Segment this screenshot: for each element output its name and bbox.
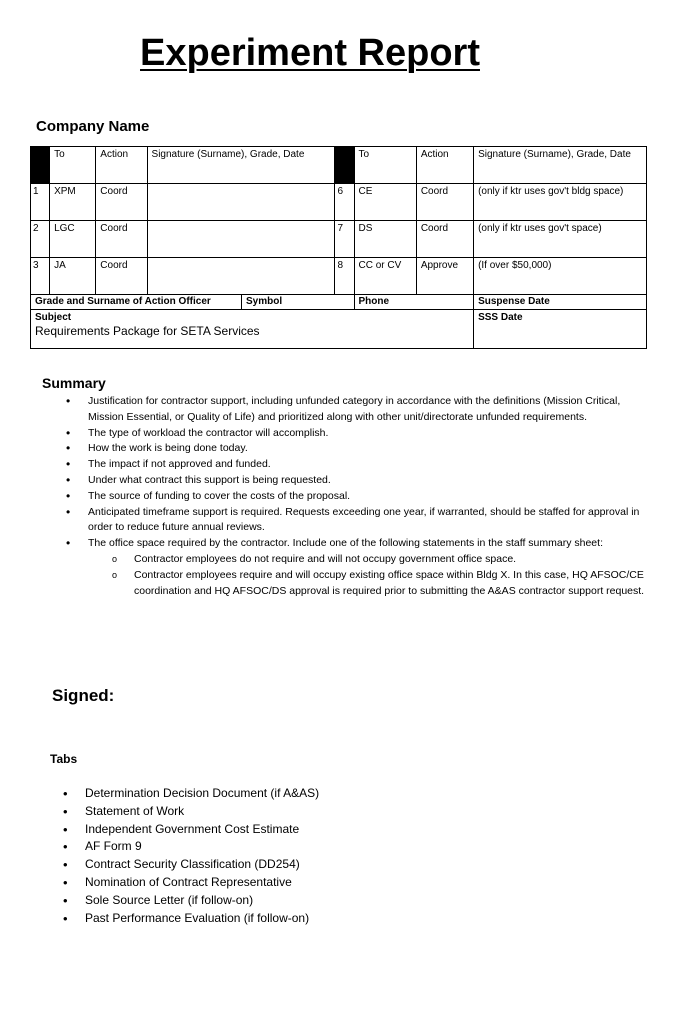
row-number: 6	[335, 184, 354, 221]
staff-summary-table	[30, 146, 647, 349]
list-item: o Contractor employees require and will occupy existing office space within Bldg X. In this case, HQ AFSOC/CE coordination and HQ AFSOC/DS approval is required prior to submitting the A&AS contractor support request.	[134, 568, 648, 600]
list-item-text: The office space required by the contractor. Include one of the following statements in the staff summary sheet:	[88, 537, 603, 550]
row-action: Coord	[96, 258, 147, 295]
summary-heading: Summary	[42, 375, 106, 391]
sss-date-label: SSS Date	[474, 310, 647, 349]
header-signature: Signature (Surname), Grade, Date	[474, 147, 647, 184]
list-item: • How the work is being done today.	[88, 441, 648, 457]
row-signature[interactable]: (only if ktr uses gov't space)	[474, 221, 647, 258]
list-item: • Contract Security Classification (DD254)	[85, 856, 319, 874]
subject-label: Subject	[35, 312, 72, 323]
row-action: Approve	[416, 258, 473, 295]
tabs-heading: Tabs	[50, 752, 78, 766]
header-to: To	[50, 147, 96, 184]
header-signature: Signature (Surname), Grade, Date	[147, 147, 335, 184]
row-signature[interactable]	[147, 184, 335, 221]
suspense-date-label: Suspense Date	[474, 295, 647, 310]
header-to: To	[354, 147, 416, 184]
row-to: DS	[354, 221, 416, 258]
list-item: • Under what contract this support is being requested.	[88, 473, 648, 489]
row-number: 7	[335, 221, 354, 258]
header-number-cell	[31, 147, 50, 184]
row-signature[interactable]	[147, 221, 335, 258]
subject-row	[31, 310, 647, 349]
list-item: • Nomination of Contract Representative	[85, 874, 319, 892]
list-item	[88, 536, 648, 599]
row-to: CC or CV	[354, 258, 416, 295]
office-space-statements	[88, 552, 648, 599]
row-number: 2	[31, 221, 50, 258]
table-header-row	[31, 147, 647, 184]
row-number: 8	[335, 258, 354, 295]
list-item: • The type of workload the contractor will accomplish.	[88, 426, 648, 442]
row-action: Coord	[96, 184, 147, 221]
list-item: • The source of funding to cover the costs of the proposal.	[88, 489, 648, 505]
table-row	[31, 184, 647, 221]
list-item: o Contractor employees do not require and will not occupy government office space.	[134, 552, 648, 568]
row-to: LGC	[50, 221, 96, 258]
row-number: 3	[31, 258, 50, 295]
row-signature[interactable]: (If over $50,000)	[474, 258, 647, 295]
table-row	[31, 221, 647, 258]
phone-label: Phone	[354, 295, 474, 310]
list-item: • Anticipated timeframe support is required. Requests exceeding one year, if warranted, should be staffed for approval in order to reduce future annual reviews.	[88, 505, 648, 537]
list-item: • Determination Decision Document (if A&AS)	[85, 785, 319, 803]
symbol-label: Symbol	[241, 295, 354, 310]
header-action: Action	[416, 147, 473, 184]
table-row	[31, 258, 647, 295]
officer-info-row	[31, 295, 647, 310]
list-item: • Past Performance Evaluation (if follow-on)	[85, 910, 319, 928]
list-item: • Statement of Work	[85, 803, 319, 821]
header-number-cell	[335, 147, 354, 184]
row-to: CE	[354, 184, 416, 221]
list-item: • The impact if not approved and funded.	[88, 457, 648, 473]
row-to: XPM	[50, 184, 96, 221]
row-to: JA	[50, 258, 96, 295]
list-item: • Sole Source Letter (if follow-on)	[85, 892, 319, 910]
row-action: Coord	[96, 221, 147, 258]
company-name: Company Name	[36, 118, 150, 135]
row-signature[interactable]	[147, 258, 335, 295]
row-number: 1	[31, 184, 50, 221]
list-item: • Justification for contractor support, including unfunded category in accordance with the definitions (Mission Critical, Mission Essential, or Quality of Life) and prioritized along with other unit/directorate unfunded requirements.	[88, 394, 648, 426]
signed-label: Signed:	[52, 686, 115, 705]
list-item: • Independent Government Cost Estimate	[85, 821, 319, 839]
subject-cell	[31, 310, 474, 349]
summary-list	[88, 394, 648, 599]
page-title: Experiment Report	[140, 32, 480, 74]
subject-value: Requirements Package for SETA Services	[35, 324, 260, 338]
tabs-list	[85, 785, 319, 927]
list-item: • AF Form 9	[85, 838, 319, 856]
row-action: Coord	[416, 221, 473, 258]
row-action: Coord	[416, 184, 473, 221]
action-officer-label: Grade and Surname of Action Officer	[31, 295, 242, 310]
header-action: Action	[96, 147, 147, 184]
row-signature[interactable]: (only if ktr uses gov't bldg space)	[474, 184, 647, 221]
